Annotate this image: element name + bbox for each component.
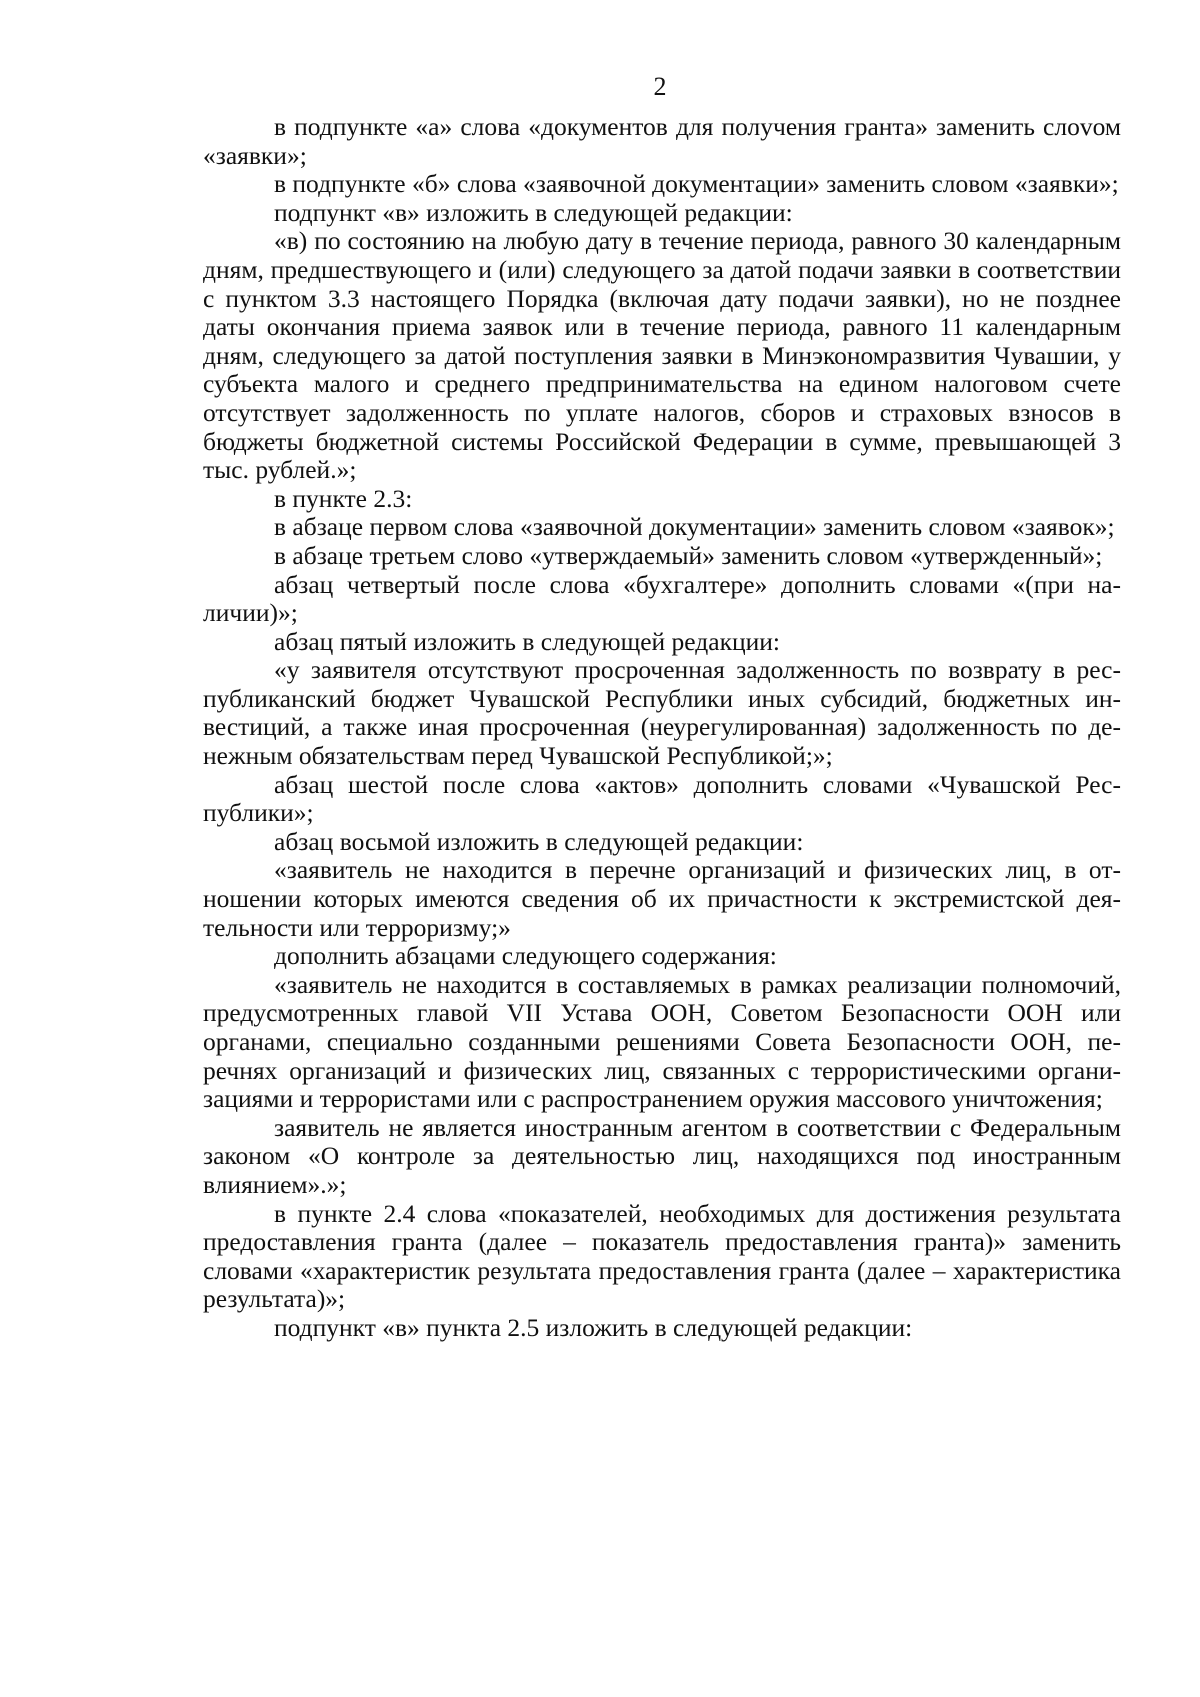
- paragraph: в пункте 2.4 слова «показателей, необходимых для достижения результата предоставления гранта (далее – показатель предоставления гранта)» заменить словами «характеристик результата предоставления гранта (далее – характеристика результата)»;: [203, 1198, 1121, 1314]
- paragraph: в абзаце первом слова «заявочной документации» заменить словом «заявок»;: [274, 512, 1115, 542]
- paragraph: подпункт «в» пункта 2.5 изложить в следующей редакции:: [274, 1312, 913, 1342]
- paragraph: «заявитель не находится в перечне организаций и физических лиц, в отношении которых имеются сведения об их причастности к экстремистской деятельности или терроризму;»: [203, 855, 1121, 942]
- paragraph: абзац пятый изложить в следующей редакции:: [274, 626, 780, 656]
- document-body: [203, 113, 1121, 1343]
- paragraph: в подпункте «а» слова «документов для получения гранта» заменить слоvом «заявки»;: [203, 112, 1121, 170]
- paragraph: «заявитель не находится в составляемых в рамках реализации полномочий, предусмотренных главой VII Устава ООН, Советом Безопасности ООН или органами, специально созданными решениями Совета Безопасности ООН, перечнях организаций и физических лиц, связанных с террористическими организациями и террористами или с распространением оружия массового уничтожения;: [203, 969, 1121, 1114]
- page-number: 2: [653, 72, 667, 101]
- paragraph: дополнить абзацами следующего содержания:: [274, 941, 777, 971]
- paragraph: подпункт «в» изложить в следующей редакции:: [274, 197, 793, 227]
- paragraph: абзац шестой после слова «актов» дополнить словами «Чувашской Республики»;: [203, 769, 1121, 828]
- paragraph: в абзаце третьем слово «утверждаемый» заменить словом «утвержденный»;: [274, 540, 1103, 570]
- paragraph: в подпункте «б» слова «заявочной документации» заменить словом «заявки»;: [274, 169, 1119, 199]
- paragraph: заявитель не является иностранным агентом в соответствии с Федеральным законом «О контроле за деятельностью лиц, находящихся под иностранным влиянием».»;: [203, 1112, 1121, 1199]
- paragraph: абзац четвертый после слова «бухгалтере» дополнить словами «(при наличии)»;: [203, 569, 1121, 628]
- paragraph: в пункте 2.3:: [274, 483, 413, 513]
- paragraph: абзац восьмой изложить в следующей редакции:: [274, 826, 804, 856]
- paragraph: «у заявителя отсутствуют просроченная задолженность по возврату в республиканский бюджет Чувашской Республики иных субсидий, бюджетных инвестиций, а также иная просроченная (неурегулированная) задолженность по денежным обязательствам перед Чувашской Республикой;»;: [203, 655, 1121, 771]
- paragraph: «в) по состоянию на любую дату в течение периода, равного 30 календарным дням, предшествующего и (или) следующего за датой подачи заявки в соответствии с пунктом 3.3 настоящего Порядка (включая дату подачи заявки), но не позднее даты окончания приема заявок или в течение периода, равного 11 календарным дням, следующего за датой поступления заявки в Минэкономразвития Чувашии, у субъекта малого и среднего предпринимательства на едином налоговом счете отсутствует задолженность по уплате налогов, сборов и страховых взносов в бюджеты бюджетной системы Российской Федерации в сумме, превышающей 3 тыс. рублей.»;: [203, 226, 1121, 485]
